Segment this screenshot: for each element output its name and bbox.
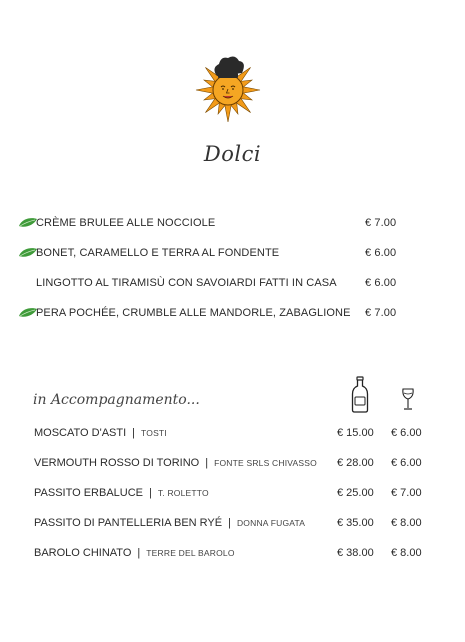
wine-name: PASSITO ERBALUCE <box>34 487 144 499</box>
wine-producer: T. ROLETTO <box>157 488 209 498</box>
separator: | <box>137 547 141 559</box>
glass-price: € 7.00 <box>391 487 422 499</box>
dish-name: BONET, CARAMELLO E TERRA AL FONDENTE <box>36 247 280 259</box>
sun-ray <box>196 87 213 94</box>
separator: | <box>132 427 136 439</box>
bottle-price: € 15.00 <box>337 427 374 439</box>
bottle-price: € 28.00 <box>337 457 374 469</box>
wine-row <box>0 514 465 534</box>
bottle-price: € 38.00 <box>337 547 374 559</box>
dish-name: CRÈME BRULEE ALLE NOCCIOLE <box>36 217 216 229</box>
wine-row <box>0 454 465 474</box>
dish-row <box>0 304 465 324</box>
sun-chef-logo <box>190 42 266 124</box>
sun-ray <box>243 87 260 94</box>
wine-producer: TOSTI <box>141 428 167 438</box>
bottle-price: € 25.00 <box>337 487 374 499</box>
separator: | <box>228 517 231 529</box>
dish-row <box>0 244 465 264</box>
wine-name: PASSITO DI PANTELLERIA BEN RYÉ <box>34 517 223 529</box>
bottle-price: € 35.00 <box>337 517 374 529</box>
wine-label <box>34 547 235 559</box>
wine-label <box>34 457 317 469</box>
accompaniment-title: in Accompagnamento... <box>33 392 200 408</box>
wine-row <box>0 544 465 564</box>
leaf-icon <box>18 217 38 228</box>
wine-name: VERMOUTH ROSSO DI TORINO <box>34 457 200 469</box>
glass-price: € 6.00 <box>391 427 422 439</box>
dish-price: € 6.00 <box>365 277 397 289</box>
glass-price: € 8.00 <box>391 547 422 559</box>
leaf-icon <box>18 247 38 258</box>
dish-price: € 7.00 <box>365 217 397 229</box>
separator: | <box>205 457 209 469</box>
wine-name: MOSCATO D'ASTI <box>34 427 127 439</box>
wine-row <box>0 424 465 444</box>
wine-bottle-icon <box>350 376 370 414</box>
wine-label <box>34 487 209 499</box>
section-title: Dolci <box>203 142 262 166</box>
dish-row <box>0 214 465 234</box>
separator: | <box>149 487 152 499</box>
sun-ray <box>225 105 232 122</box>
dish-name: LINGOTTO AL TIRAMISÙ CON SAVOIARDI FATTI IN CASA <box>36 277 337 289</box>
dish-price: € 6.00 <box>365 247 397 259</box>
glass-price: € 6.00 <box>391 457 422 469</box>
wine-producer: FONTE SRLS CHIVASSO <box>214 458 317 468</box>
wine-label <box>34 517 305 529</box>
dish-name: PERA POCHÉE, CRUMBLE ALLE MANDORLE, ZABAGLIONE <box>36 307 351 319</box>
wine-producer: TERRE DEL BAROLO <box>146 548 235 558</box>
wine-row <box>0 484 465 504</box>
wine-glass-icon <box>400 387 416 413</box>
glass-price: € 8.00 <box>391 517 422 529</box>
wine-name: BAROLO CHINATO <box>34 547 132 559</box>
leaf-icon <box>18 307 38 318</box>
wine-label <box>34 427 167 439</box>
wine-producer: DONNA FUGATA <box>236 518 306 528</box>
dish-price: € 7.00 <box>365 307 397 319</box>
dish-row <box>0 274 465 294</box>
